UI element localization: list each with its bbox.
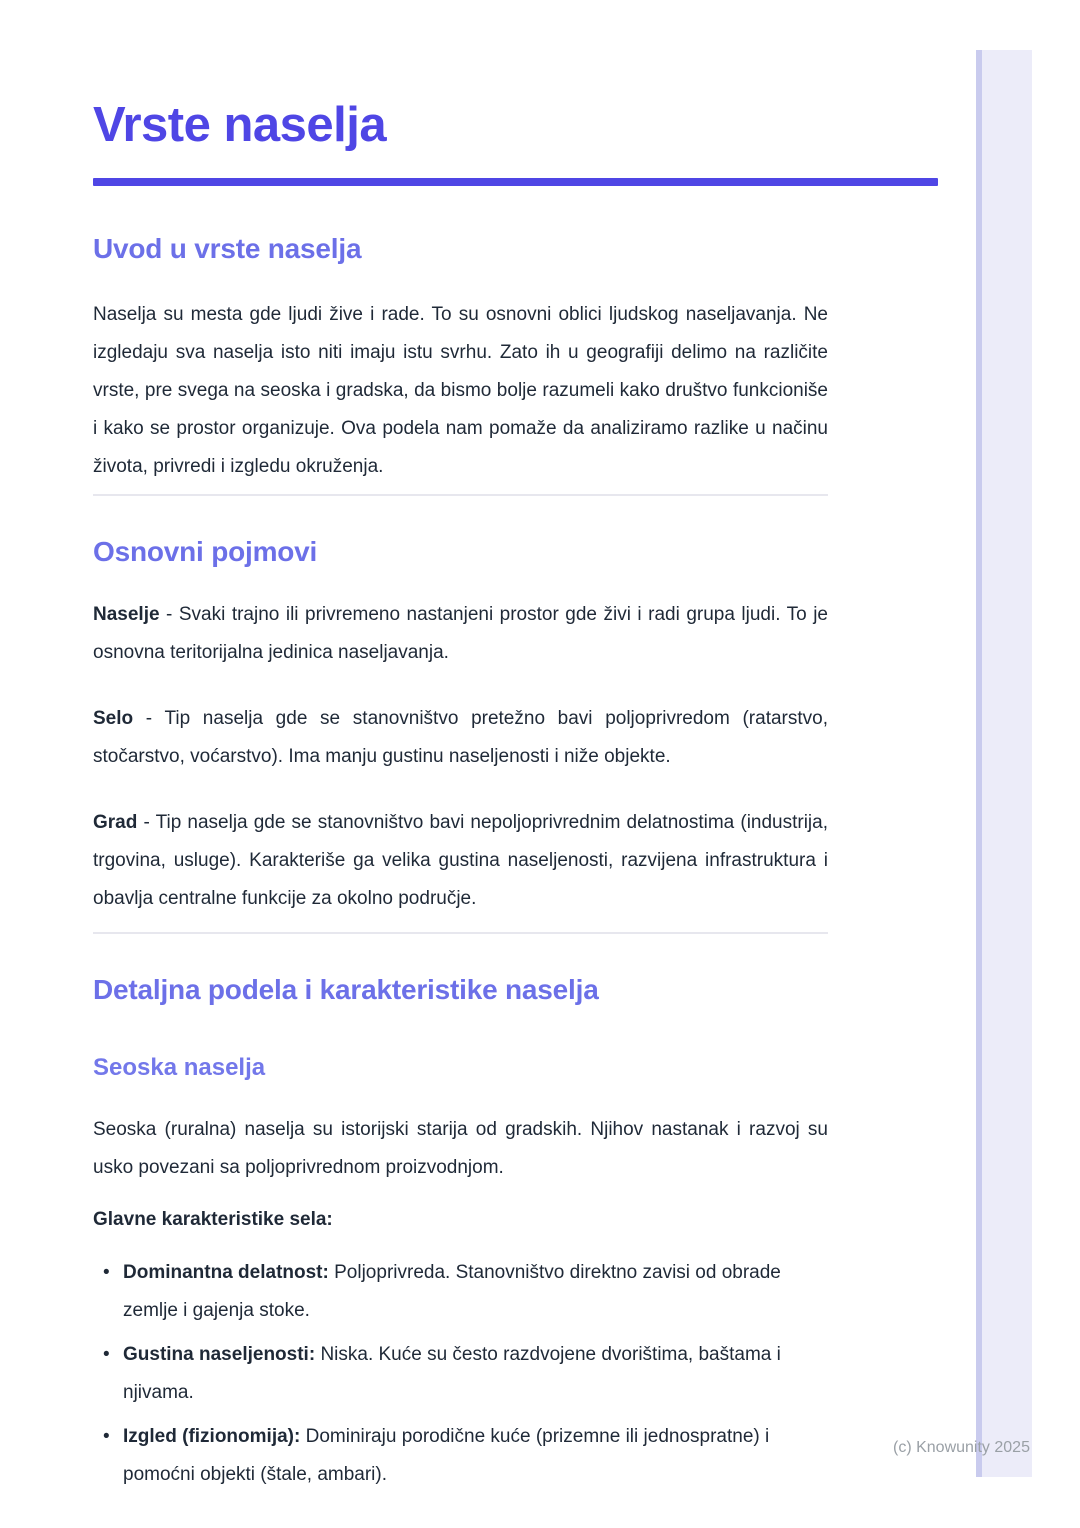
- bullet-label: Izgled (fizionomija):: [123, 1425, 301, 1447]
- title-accent-rule: [93, 178, 938, 186]
- bullet-icon: •: [103, 1343, 110, 1365]
- document-content: [93, 0, 828, 1500]
- bullet-icon: •: [103, 1261, 110, 1283]
- definition-text: - Tip naselja gde se stanovništvo pretežno bavi poljoprivredom (ratarstvo, stočarstvo, voćarstvo). Ima manju gustinu naseljenosti i niže objekte.: [93, 707, 828, 767]
- section-heading-pojmovi: Osnovni pojmovi: [93, 535, 318, 567]
- list-title: Glavne karakteristike sela:: [93, 1208, 333, 1230]
- term-label: Selo: [93, 707, 134, 729]
- bullet-label: Gustina naseljenosti:: [123, 1343, 316, 1365]
- section-divider: [93, 494, 828, 496]
- definition-text: - Tip naselja gde se stanovništvo bavi nepoljoprivrednim delatnostima (industrija, trgovina, usluge). Karakteriše ga velika gustina naseljenosti, razvijena infrastruktura i obavlja centralne funkcije za okolno područje.: [93, 811, 829, 909]
- list-item: [93, 1254, 828, 1330]
- bullet-list: [93, 1254, 828, 1494]
- bullet-text: Niska. Kuće su često razdvojene dvorištima, baštama i njivama.: [123, 1343, 781, 1403]
- definition-text: - Svaki trajno ili privremeno nastanjeni prostor gde živi i radi grupa ljudi. To je osnovna teritorijalna jedinica naseljavanja.: [93, 603, 829, 663]
- copyright-text: (c) Knowunity 2025: [893, 1439, 1030, 1456]
- bullet-text: Poljoprivreda. Stanovništvo direktno zavisi od obrade zemlje i gajenja stoke.: [123, 1261, 781, 1321]
- term-label: Naselje: [93, 603, 160, 625]
- subsection-heading-seoska: Seoska naselja: [93, 1054, 266, 1081]
- bullet-text: Dominiraju porodične kuće (prizemne ili jednospratne) i pomoćni objekti (štale, ambari).: [123, 1425, 770, 1485]
- definition-paragraph-grad: [93, 804, 828, 918]
- section-heading-detaljna: Detaljna podela i karakteristike naselja: [93, 973, 599, 1005]
- section-divider: [93, 932, 828, 934]
- term-label: Grad: [93, 811, 138, 833]
- bullet-icon: •: [103, 1425, 110, 1447]
- definition-paragraph-selo: [93, 700, 828, 776]
- intro-paragraph: Naselja su mesta gde ljudi žive i rade. To su osnovni oblici ljudskog naseljavanja. Ne izgledaju sva naselja isto niti imaju istu svrhu. Zato ih u geografiji delimo na različite vrste, pre svega na seoska i gradska, da bismo bolje razumeli kako društvo funkcioniše i kako se prostor organizuje. Ova podela nam pomaže da analiziramo razlike u načinu života, privredi i izgledu okruženja.: [93, 303, 828, 477]
- seoska-paragraph: Seoska (ruralna) naselja su istorijski starija od gradskih. Njihov nastanak i razvoj su usko povezani sa poljoprivrednom proizvodnjom.: [93, 1118, 828, 1178]
- list-item: [93, 1418, 828, 1494]
- sidebar-accent-bar: [976, 50, 1032, 1477]
- bullet-label: Dominantna delatnost:: [123, 1261, 329, 1283]
- section-heading-uvod: Uvod u vrste naselja: [93, 233, 362, 265]
- definition-paragraph-naselje: [93, 596, 828, 672]
- page-title: Vrste naselja: [93, 98, 387, 152]
- list-item: [93, 1336, 828, 1412]
